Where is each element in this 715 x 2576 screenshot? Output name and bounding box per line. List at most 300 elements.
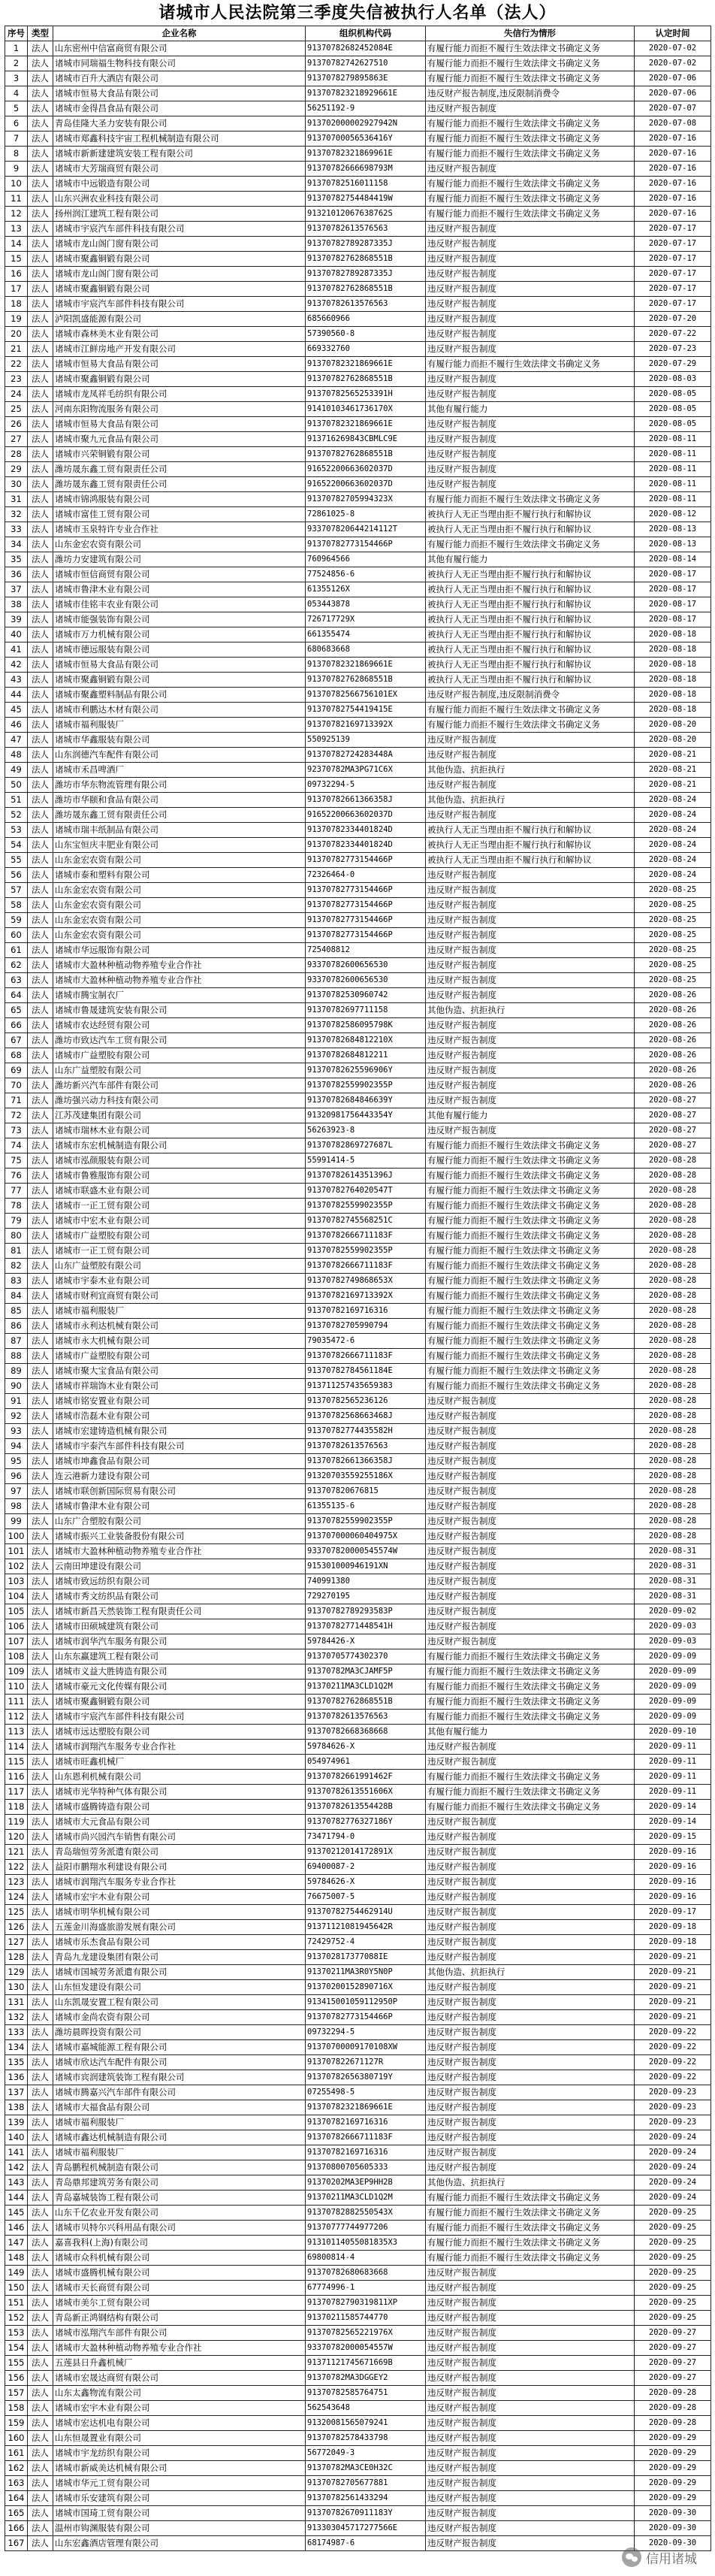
row-date: 2020-08-18 (635, 688, 711, 703)
row-company: 诸城市中远锻造有限公司 (53, 177, 306, 192)
row-seq: 8 (5, 147, 28, 162)
row-seq: 153 (5, 2326, 28, 2341)
row-company: 诸城市润华汽车服务有限公司 (53, 1634, 306, 1649)
table-row (5, 1469, 711, 1484)
row-seq: 106 (5, 1619, 28, 1634)
row-type: 法人 (28, 958, 53, 973)
row-company: 诸城市宇泰汽车部件科技有限公司 (53, 1439, 306, 1454)
row-date: 2020-08-11 (635, 477, 711, 492)
row-date: 2020-09-29 (635, 2431, 711, 2446)
row-org-code: 91370782754484419W (306, 192, 426, 207)
row-seq: 113 (5, 1725, 28, 1740)
row-conduct: 违反财产报告制度 (426, 883, 635, 898)
row-company: 诸城市润翔汽车服务专业合作社 (53, 1740, 306, 1755)
table-row (5, 1214, 711, 1229)
row-seq: 12 (5, 207, 28, 222)
row-conduct: 违反财产报告制度 (426, 462, 635, 477)
row-org-code: 91370700056536416Y (306, 132, 426, 147)
row-type: 法人 (28, 132, 53, 147)
row-type: 法人 (28, 101, 53, 116)
row-org-code: 91370782789287335J (306, 237, 426, 252)
row-type: 法人 (28, 1003, 53, 1018)
row-company: 诸城市乐安建筑有限公司 (53, 2491, 306, 2506)
row-type: 法人 (28, 1304, 53, 1319)
header-date: 认定时间 (635, 26, 711, 41)
table-row (5, 2371, 711, 2386)
table-row (5, 447, 711, 462)
table-row (5, 2221, 711, 2236)
row-org-code: 91320703559255186X (306, 1469, 426, 1484)
table-row (5, 1184, 711, 1199)
row-conduct: 违反财产报告制度 (426, 101, 635, 116)
row-company: 江苏茂建集团有限公司 (53, 1108, 306, 1123)
table-row (5, 1619, 711, 1634)
row-org-code: 740991380 (306, 1574, 426, 1589)
row-date: 2020-07-22 (635, 327, 711, 342)
row-date: 2020-07-07 (635, 101, 711, 116)
row-seq: 75 (5, 1153, 28, 1169)
row-seq: 109 (5, 1664, 28, 1680)
row-conduct: 其他伪造、抗拒执行 (426, 763, 635, 778)
header-company: 企业名称 (53, 26, 306, 41)
row-org-code: 91370782762868551B (306, 447, 426, 462)
row-conduct: 违反财产报告制度 (426, 2296, 635, 2311)
row-org-code: 68174987-6 (306, 2536, 426, 2551)
row-company: 诸城市农达经贸有限公司 (53, 1018, 306, 1033)
row-seq: 9 (5, 162, 28, 177)
table-row (5, 913, 711, 928)
table-row (5, 2115, 711, 2130)
row-date: 2020-08-26 (635, 1033, 711, 1048)
row-org-code: 913707000060404975X (306, 1529, 426, 1544)
table-row (5, 2175, 711, 2191)
row-company: 诸城市振兴工业装备股份有限公司 (53, 1529, 306, 1544)
row-org-code: 91370782754419415E (306, 703, 426, 718)
row-date: 2020-09-25 (635, 2236, 711, 2251)
row-type: 法人 (28, 1740, 53, 1755)
row-date: 2020-08-28 (635, 1469, 711, 1484)
row-type: 法人 (28, 1469, 53, 1484)
row-conduct: 违反财产报告制度 (426, 778, 635, 793)
table-row (5, 2191, 711, 2206)
row-org-code: 91370782790319811XP (306, 2296, 426, 2311)
table-row (5, 1379, 711, 1394)
row-company: 山东广合塑胶有限公司 (53, 1514, 306, 1529)
table-row (5, 297, 711, 312)
table-row (5, 2055, 711, 2070)
row-conduct: 违反财产报告制度 (426, 913, 635, 928)
row-seq: 165 (5, 2506, 28, 2521)
row-type: 法人 (28, 1935, 53, 1950)
row-company: 山东金宏农资有限公司 (53, 853, 306, 868)
row-company: 诸城市联创新国际贸易有限公司 (53, 1484, 306, 1499)
row-type: 法人 (28, 1439, 53, 1454)
table-row (5, 2326, 711, 2341)
table-row (5, 342, 711, 357)
row-type: 法人 (28, 2536, 53, 2551)
row-type: 法人 (28, 147, 53, 162)
row-date: 2020-09-27 (635, 2326, 711, 2341)
table-row (5, 41, 711, 56)
row-seq: 90 (5, 1379, 28, 1394)
row-company: 诸城市秀文纺织品有限公司 (53, 1589, 306, 1604)
row-date: 2020-08-24 (635, 853, 711, 868)
row-org-code: 91370800705605333 (306, 2160, 426, 2175)
row-conduct: 被执行人无正当理由拒不履行执行和解协议 (426, 853, 635, 868)
row-org-code: 91370782MA3CJAMF5P (306, 1664, 426, 1680)
row-seq: 3 (5, 71, 28, 86)
row-org-code: 91370782169716316 (306, 2115, 426, 2130)
row-seq: 10 (5, 177, 28, 192)
table-row (5, 733, 711, 748)
table-row (5, 1574, 711, 1589)
row-company: 青岛新正鸿钢结构有限公司 (53, 2311, 306, 2326)
row-conduct: 有履行能力而拒不履行生效法律文书确定义务 (426, 703, 635, 718)
row-seq: 128 (5, 1950, 28, 1965)
table-row (5, 1905, 711, 1920)
table-row (5, 2266, 711, 2281)
table-row (5, 988, 711, 1003)
row-type: 法人 (28, 177, 53, 192)
table-row (5, 2236, 711, 2251)
table-body (5, 41, 711, 2551)
row-company: 泸阳凯盛能源有限公司 (53, 312, 306, 327)
row-date: 2020-07-08 (635, 116, 711, 132)
row-type: 法人 (28, 1830, 53, 1845)
document-title: 诸城市人民法院第三季度失信被执行人名单（法人） (158, 3, 557, 23)
row-seq: 167 (5, 2536, 28, 2551)
row-date: 2020-09-21 (635, 1965, 711, 1980)
row-type: 法人 (28, 2341, 53, 2356)
row-company: 诸城市腾宝制衣厂 (53, 988, 306, 1003)
row-type: 法人 (28, 1755, 53, 1770)
row-type: 法人 (28, 1334, 53, 1349)
row-seq: 131 (5, 1995, 28, 2010)
table-row (5, 1319, 711, 1334)
row-date: 2020-08-28 (635, 1499, 711, 1514)
row-type: 法人 (28, 297, 53, 312)
row-org-code: 91370782585764751 (306, 2386, 426, 2401)
row-seq: 54 (5, 838, 28, 853)
row-company: 诸城市聚鑫铜锻有限公司 (53, 252, 306, 267)
row-conduct: 有履行能力而拒不履行生效法律文书确定义务 (426, 1138, 635, 1153)
row-org-code: 91370782745568251C (306, 1214, 426, 1229)
row-org-code: 915301000946191XN (306, 1559, 426, 1574)
row-type: 法人 (28, 1649, 53, 1664)
row-seq: 57 (5, 883, 28, 898)
row-org-code: 91370782762868551B (306, 252, 426, 267)
row-seq: 73 (5, 1123, 28, 1138)
row-date: 2020-07-17 (635, 267, 711, 282)
table-row (5, 1830, 711, 1845)
row-org-code: 93370782600656530 (306, 973, 426, 988)
row-date: 2020-08-05 (635, 387, 711, 402)
row-date: 2020-07-16 (635, 147, 711, 162)
row-type: 法人 (28, 1484, 53, 1499)
row-company: 诸城市万力机械有限公司 (53, 627, 306, 642)
row-date: 2020-08-24 (635, 808, 711, 823)
table-row (5, 2386, 711, 2401)
row-date: 2020-07-17 (635, 252, 711, 267)
row-seq: 98 (5, 1499, 28, 1514)
row-date: 2020-09-21 (635, 1950, 711, 1965)
row-seq: 14 (5, 237, 28, 252)
row-org-code: 913702817377088IE (306, 1950, 426, 1965)
table-row (5, 1033, 711, 1048)
row-company: 诸城市广益塑胶有限公司 (53, 1048, 306, 1063)
row-type: 法人 (28, 2446, 53, 2461)
row-date: 2020-09-28 (635, 2416, 711, 2431)
row-date: 2020-09-25 (635, 2296, 711, 2311)
row-seq: 121 (5, 1845, 28, 1860)
row-org-code: 913415001059112950P (306, 1995, 426, 2010)
row-org-code: 725408812 (306, 943, 426, 958)
row-company: 诸城市泰和塑料有限公司 (53, 868, 306, 883)
row-company: 诸城市恒易大食品有限公司 (53, 658, 306, 673)
row-org-code: 91652200663602037D (306, 477, 426, 492)
row-date: 2020-09-21 (635, 2010, 711, 2025)
row-company: 五莲县日升鑫机械厂 (53, 2356, 306, 2371)
row-org-code: 91410103461736170X (306, 402, 426, 417)
row-seq: 65 (5, 1003, 28, 1018)
row-date: 2020-08-28 (635, 1169, 711, 1184)
table-row (5, 132, 711, 147)
row-date: 2020-09-29 (635, 2461, 711, 2476)
row-company: 诸城市福利服装厂 (53, 2145, 306, 2160)
row-date: 2020-09-09 (635, 1680, 711, 1695)
table-row (5, 688, 711, 703)
row-date: 2020-07-23 (635, 342, 711, 357)
row-org-code: 91370782321869961E (306, 147, 426, 162)
row-date: 2020-08-28 (635, 1424, 711, 1439)
table-row (5, 177, 711, 192)
row-org-code: 913716269843CBMLC9E (306, 432, 426, 447)
row-type: 法人 (28, 162, 53, 177)
table-header-row (5, 26, 711, 41)
row-date: 2020-08-21 (635, 748, 711, 763)
row-org-code: 61355126X (306, 582, 426, 597)
table-row (5, 1845, 711, 1860)
table-row (5, 2521, 711, 2536)
table-row (5, 1093, 711, 1108)
row-date: 2020-07-29 (635, 357, 711, 372)
row-company: 诸城市金尚农资有限公司 (53, 2010, 306, 2025)
row-type: 法人 (28, 1169, 53, 1184)
row-org-code: 93370782000054557W (306, 2341, 426, 2356)
table-row (5, 673, 711, 688)
row-company: 潍坊市致达汽车工贸有限公司 (53, 1033, 306, 1048)
row-conduct: 违反财产报告制度 (426, 1935, 635, 1950)
row-org-code: 91370782784561184E (306, 1364, 426, 1379)
row-conduct: 违反财产报告制度 (426, 2160, 635, 2175)
row-company: 诸城市锦鸿服装有限公司 (53, 492, 306, 507)
row-company: 诸城市能强装饰有限公司 (53, 612, 306, 627)
row-seq: 119 (5, 1815, 28, 1830)
row-org-code: 56251192-9 (306, 101, 426, 116)
row-seq: 81 (5, 1244, 28, 1259)
row-seq: 163 (5, 2476, 28, 2491)
row-org-code: 91370782661366358J (306, 793, 426, 808)
row-type: 法人 (28, 1409, 53, 1424)
row-company: 诸城市兴荣铜锻有限公司 (53, 447, 306, 462)
table-row (5, 748, 711, 763)
row-conduct: 违反财产报告制度 (426, 868, 635, 883)
table-row (5, 537, 711, 552)
row-org-code: 61355135-6 (306, 1499, 426, 1514)
row-org-code: 91370782754462914U (306, 1905, 426, 1920)
row-date: 2020-09-16 (635, 1875, 711, 1890)
row-company: 诸城市财利宜商贸有限公司 (53, 1289, 306, 1304)
row-conduct: 违反财产报告制度 (426, 928, 635, 943)
row-conduct: 违反财产报告制度 (426, 1454, 635, 1469)
row-conduct: 有履行能力而拒不履行生效法律文书确定义务 (426, 1274, 635, 1289)
row-seq: 61 (5, 943, 28, 958)
row-date: 2020-08-11 (635, 447, 711, 462)
table-row (5, 2311, 711, 2326)
row-company: 山东金宏农资有限公司 (53, 898, 306, 913)
row-company: 诸城市坤鑫食品有限公司 (53, 1454, 306, 1469)
table-row (5, 1048, 711, 1063)
table-row (5, 86, 711, 101)
row-conduct: 有履行能力而拒不履行生效法律文书确定义务 (426, 492, 635, 507)
row-date: 2020-08-18 (635, 627, 711, 642)
row-date: 2020-08-28 (635, 1364, 711, 1379)
row-conduct: 违反财产报告制度 (426, 267, 635, 282)
row-company: 诸城市华鑫服装有限公司 (53, 733, 306, 748)
row-org-code: 91370782565221976X (306, 2326, 426, 2341)
row-org-code: 91370782613576563 (306, 222, 426, 237)
row-type: 法人 (28, 748, 53, 763)
row-company: 诸城市金得昌食品有限公司 (53, 101, 306, 116)
table-row (5, 252, 711, 267)
table-row (5, 1439, 711, 1454)
row-date: 2020-09-27 (635, 2371, 711, 2386)
row-seq: 85 (5, 1304, 28, 1319)
row-conduct: 被执行人无正当理由拒不履行执行和解协议 (426, 582, 635, 597)
table-row (5, 703, 711, 718)
row-org-code: 91370782559902355P (306, 1199, 426, 1214)
row-seq: 111 (5, 1695, 28, 1710)
row-org-code: 67774996-1 (306, 2281, 426, 2296)
row-seq: 69 (5, 1063, 28, 1078)
row-conduct: 违反财产报告制度 (426, 1409, 635, 1424)
table-row (5, 597, 711, 612)
row-conduct: 违反财产报告制度 (426, 1890, 635, 1905)
row-conduct: 有履行能力而拒不履行生效法律文书确定义务 (426, 2236, 635, 2251)
row-conduct: 违反财产报告制度 (426, 2341, 635, 2356)
row-company: 诸城市同瑞福生物科技有限公司 (53, 56, 306, 71)
row-org-code: 91370782705990794 (306, 1319, 426, 1334)
row-company: 诸城市一正工贸有限公司 (53, 1244, 306, 1259)
row-seq: 127 (5, 1935, 28, 1950)
row-org-code: 91370782613576563 (306, 1439, 426, 1454)
table-row (5, 958, 711, 973)
row-conduct: 违反财产报告制度 (426, 973, 635, 988)
row-type: 法人 (28, 1860, 53, 1875)
row-conduct: 被执行人无正当理由拒不履行执行和解协议 (426, 567, 635, 582)
row-type: 法人 (28, 1349, 53, 1364)
row-type: 法人 (28, 2356, 53, 2371)
row-company: 诸城市宇宸汽车部件科技有限公司 (53, 1710, 306, 1725)
row-seq: 143 (5, 2175, 28, 2191)
row-org-code: 91370782762868551B (306, 372, 426, 387)
table-row (5, 402, 711, 417)
row-date: 2020-08-24 (635, 838, 711, 853)
row-company: 诸城市众科机械有限公司 (53, 2251, 306, 2266)
row-company: 山东金宏农资有限公司 (53, 913, 306, 928)
row-company: 温州市钩渊服装有限公司 (53, 2521, 306, 2536)
row-org-code: 913707823218929661E (306, 86, 426, 101)
row-seq: 117 (5, 1785, 28, 1800)
row-seq: 152 (5, 2311, 28, 2326)
row-type: 法人 (28, 1815, 53, 1830)
row-date: 2020-07-16 (635, 192, 711, 207)
row-conduct: 被执行人无正当理由拒不履行执行和解协议 (426, 823, 635, 838)
row-company: 山东兴洲农业科技有限公司 (53, 192, 306, 207)
row-org-code: 91370782762868551B (306, 673, 426, 688)
row-type: 法人 (28, 1033, 53, 1048)
row-conduct: 有履行能力而拒不履行生效法律文书确定义务 (426, 1364, 635, 1379)
row-company: 潍坊晨晖投资有限公司 (53, 2025, 306, 2040)
row-type: 法人 (28, 2311, 53, 2326)
row-type: 法人 (28, 537, 53, 552)
table-row (5, 1740, 711, 1755)
row-type: 法人 (28, 703, 53, 718)
row-date: 2020-08-28 (635, 1334, 711, 1349)
row-date: 2020-08-12 (635, 507, 711, 522)
header-seq: 序号 (5, 26, 28, 41)
row-seq: 132 (5, 2010, 28, 2025)
row-company: 诸城市禾昌啤酒厂 (53, 763, 306, 778)
row-company: 诸城市聚鑫铜锻有限公司 (53, 1695, 306, 1710)
row-seq: 44 (5, 688, 28, 703)
row-org-code: 91370782773154466P (306, 537, 426, 552)
row-date: 2020-09-11 (635, 1785, 711, 1800)
row-date: 2020-08-27 (635, 1108, 711, 1123)
table-row (5, 2040, 711, 2055)
row-seq: 130 (5, 1980, 28, 1995)
row-type: 法人 (28, 718, 53, 733)
row-conduct: 有履行能力而拒不履行生效法律文书确定义务 (426, 1680, 635, 1695)
table-row (5, 1589, 711, 1604)
row-type: 法人 (28, 642, 53, 658)
row-seq: 141 (5, 2145, 28, 2160)
row-conduct: 有履行能力而拒不履行生效法律文书确定义务 (426, 147, 635, 162)
row-date: 2020-08-28 (635, 1484, 711, 1499)
table-row (5, 1289, 711, 1304)
row-seq: 74 (5, 1138, 28, 1153)
row-org-code: 91370782697711158 (306, 1003, 426, 1018)
table-row (5, 1229, 711, 1244)
row-type: 法人 (28, 1695, 53, 1710)
row-company: 连云港新力建设有限公司 (53, 1469, 306, 1484)
row-seq: 41 (5, 642, 28, 658)
row-conduct: 有履行能力而拒不履行生效法律文书确定义务 (426, 1664, 635, 1680)
table-row (5, 2296, 711, 2311)
table-row (5, 1499, 711, 1514)
table-row (5, 192, 711, 207)
row-org-code: 91370782668368668 (306, 1725, 426, 1740)
row-type: 法人 (28, 2491, 53, 2506)
row-date: 2020-08-26 (635, 1078, 711, 1093)
table-row (5, 1649, 711, 1664)
row-date: 2020-08-25 (635, 928, 711, 943)
row-seq: 49 (5, 763, 28, 778)
row-type: 法人 (28, 1800, 53, 1815)
row-type: 法人 (28, 1664, 53, 1680)
row-conduct: 违反财产报告制度 (426, 282, 635, 297)
row-type: 法人 (28, 763, 53, 778)
